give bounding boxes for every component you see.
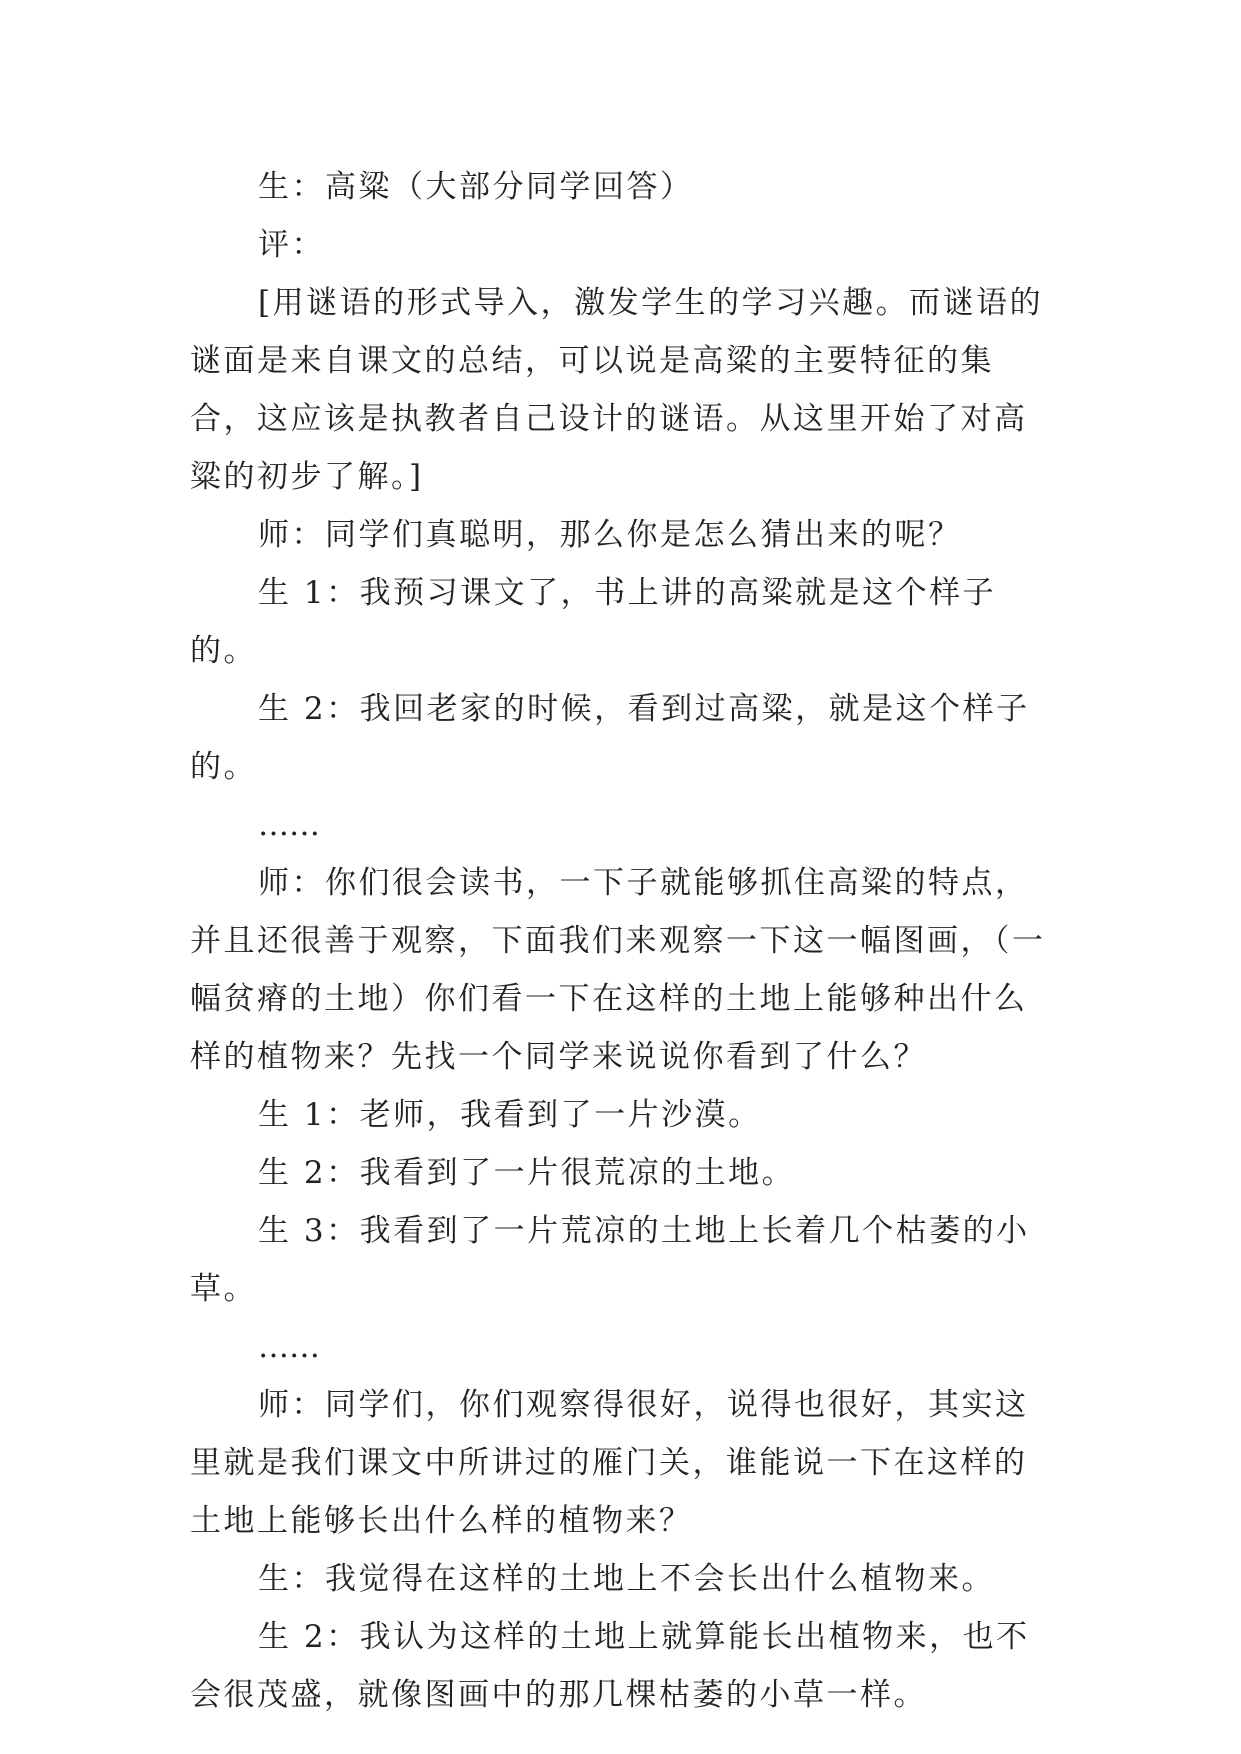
paragraph-teacher-picture: 师：你们很会读书，一下子就能够抓住高粱的特点，并且还很善于观察，下面我们来观察一下这一幅图画，（一幅贫瘠的土地）你们看一下在这样的土地上能够种出什么样的植物来？先找一个同学来说说你看到了什么？ [190,865,1046,1075]
paragraph-student-2: 生 2：我回老家的时候，看到过高粱，就是这个样子的。 [190,691,1030,785]
paragraph-ellipsis-2: …… [258,1329,320,1365]
paragraph-comment-label: 评： [258,227,325,263]
paragraph-student-desert: 生 1：老师，我看到了一片沙漠。 [258,1097,762,1133]
paragraph-teacher-question: 师：同学们真聪明，那么你是怎么猜出来的呢？ [258,517,962,553]
paragraph-student-grass: 生 3：我看到了一片荒凉的土地上长着几个枯萎的小草。 [190,1213,1030,1307]
paragraph-teacher-yanmenguan: 师：同学们，你们观察得很好，说得也很好，其实这里就是我们课文中所讲过的雁门关，谁能说一下在这样的土地上能够长出什么样的植物来？ [190,1387,1029,1539]
paragraph-student-answer: 生：高粱（大部分同学回答） [258,169,694,205]
paragraph-student-not-lush: 生 2：我认为这样的土地上就算能长出植物来，也不会很茂盛，就像图画中的那几棵枯萎的小草一样。 [190,1619,1030,1713]
paragraph-comment: [用谜语的形式导入，激发学生的学习兴趣。而谜语的谜面是来自课文的总结，可以说是高粱的主要特征的集合，这应该是执教者自己设计的谜语。从这里开始了对高粱的初步了解。] [190,285,1044,495]
paragraph-student-barren: 生 2：我看到了一片很荒凉的土地。 [258,1155,796,1191]
paragraph-student-1: 生 1：我预习课文了，书上讲的高粱就是这个样子的。 [190,575,997,669]
paragraph-ellipsis: …… [258,807,320,843]
paragraph-student-no-plants: 生：我觉得在这样的土地上不会长出什么植物来。 [258,1561,995,1597]
document-body [190,158,1060,1724]
